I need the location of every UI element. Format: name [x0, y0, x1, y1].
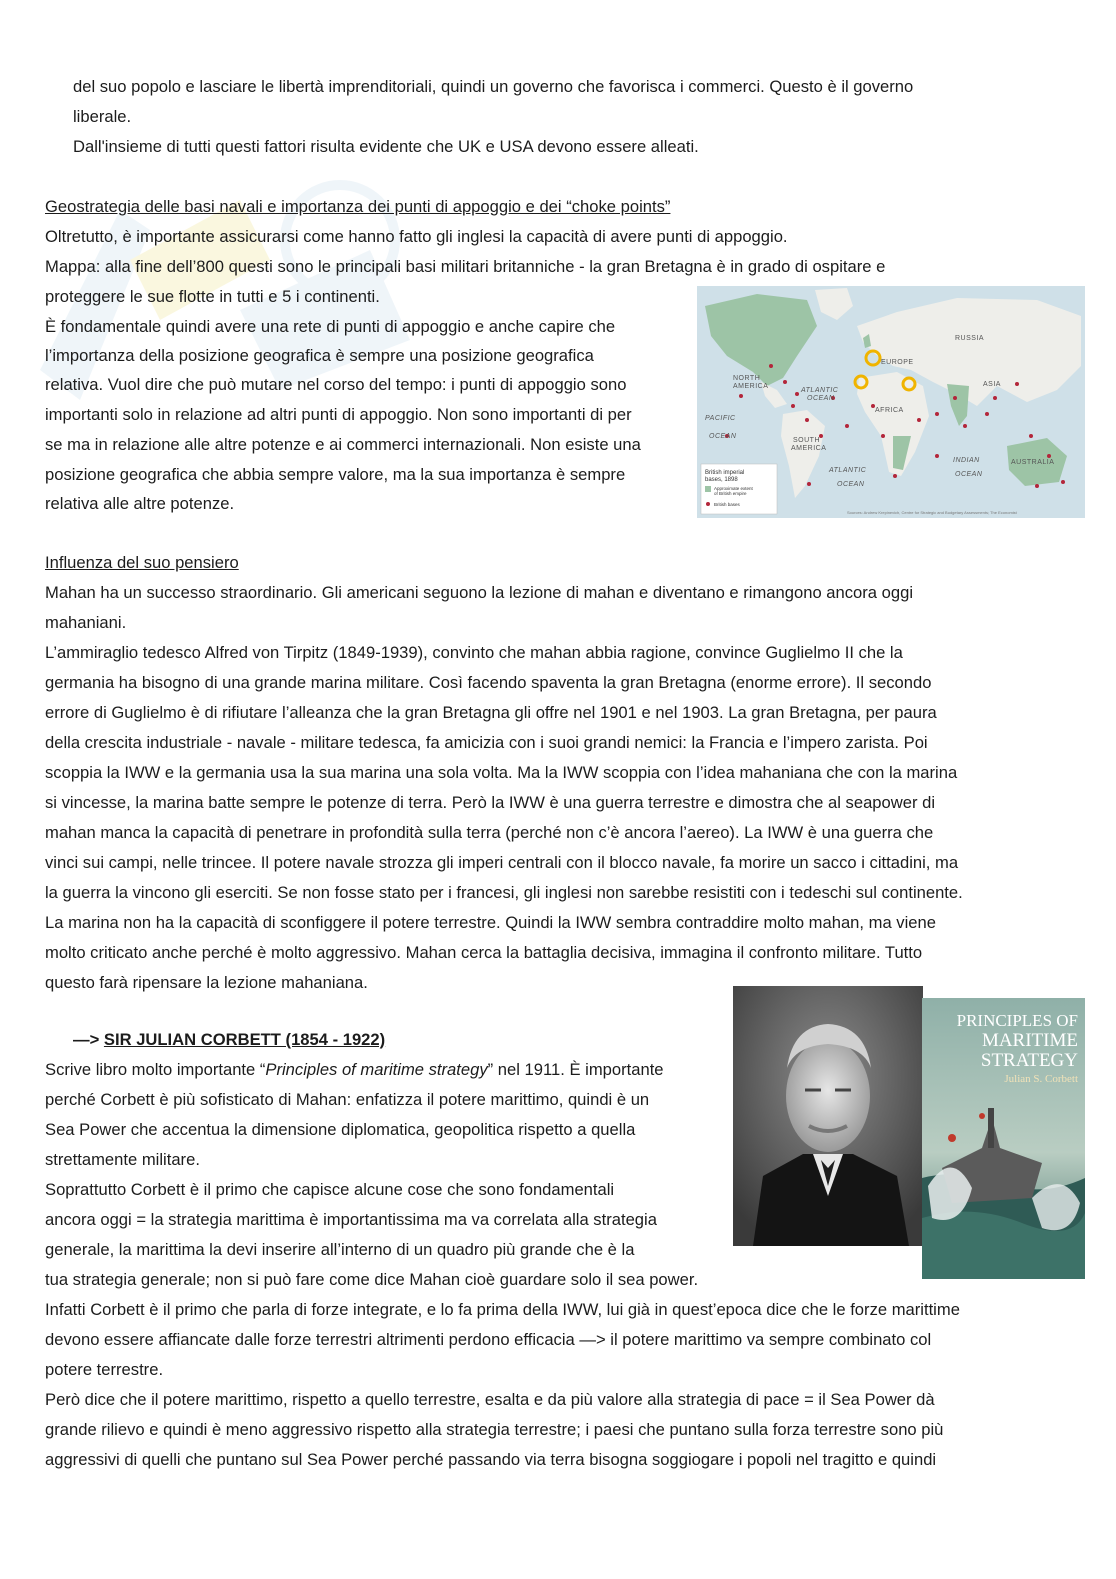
svg-text:MARITIME: MARITIME [981, 1030, 1078, 1051]
map-label: OCEAN [837, 481, 865, 488]
corbett-portrait-photo [733, 986, 923, 1246]
map-label: NORTH [733, 375, 761, 382]
svg-text:of British empire: of British empire [714, 491, 747, 496]
text-line: Scrive libro molto importante “Principles of maritime strategy” nel 1911. È importante [45, 1060, 664, 1079]
text-line: Mappa: alla fine dell’800 questi sono le principali basi militari britanniche - la gran Bretagna è in grado di ospitare e [45, 257, 886, 276]
book-title-italic: Principles of maritime strategy [265, 1060, 488, 1079]
svg-text:British bases: British bases [714, 502, 740, 507]
section-heading-influence: Influenza del suo pensiero [45, 553, 239, 572]
text-line: Però dice che il potere marittimo, rispetto a quello terrestre, esalta e da più valore alla strategia di pace = il Sea Power dà [45, 1390, 935, 1409]
map-label: PACIFIC [705, 415, 736, 422]
svg-text:bases, 1898: bases, 1898 [705, 477, 738, 483]
text-line: relativa. Vuol dire che può mutare nel corso del tempo: i punti di appoggio sono [45, 375, 627, 394]
map-label: OCEAN [807, 395, 835, 402]
map-label: AMERICA [733, 383, 769, 390]
map-label: AUSTRALIA [1011, 459, 1055, 466]
text-line: È fondamentale quindi avere una rete di punti di appoggio e anche capire che [45, 317, 616, 336]
text-line: strettamente militare. [45, 1150, 200, 1169]
section-heading-geostrategy: Geostrategia delle basi navali e importanza dei punti di appoggio e dei “choke points” [45, 197, 671, 216]
text-line: proteggere le sue flotte in tutti e 5 i continenti. [45, 287, 380, 306]
map-label: EUROPE [881, 359, 914, 366]
text-line: grande rilievo e quindi è meno aggressivo rispetto alla strategia terrestre; i paesi che puntano sulla forza terrestre sono più [45, 1420, 944, 1439]
map-source: Sources: Andrew Krepinevich, Centre for Strategic and Budgetary Assessments; The Economist [847, 510, 1017, 515]
british-bases-map [697, 286, 1085, 518]
text-line: l’importanza della posizione geografica è sempre una posizione geografica [45, 346, 594, 365]
text-line: la guerra la vincono gli eserciti. Se non fosse stato per i francesi, gli inglesi non sarebbe resistiti con i tedeschi sul continente. [45, 883, 963, 902]
corbett-heading [73, 1025, 385, 1055]
map-legend-title: British imperial [705, 470, 745, 476]
map-label: SOUTH [793, 437, 820, 444]
text-line: scoppia la IWW e la germania usa la sua marina una sola volta. Ma la IWW scoppia con l’idea mahaniana che con la marina [45, 763, 958, 782]
influence-paragraph [45, 578, 1085, 998]
map-label: RUSSIA [955, 335, 985, 342]
book-cover-principles-of-maritime-strategy [922, 998, 1085, 1279]
text-line: importanti solo in relazione ad altri punti di appoggio. Non sono importanti di per [45, 405, 632, 424]
text-line: Soprattutto Corbett è il primo che capisce alcune cose che sono fondamentali [45, 1180, 615, 1199]
arrow-icon: —> [73, 1030, 100, 1049]
text-line: se ma in relazione alle altre potenze e ai commerci internazionali. Non esiste una [45, 435, 641, 454]
text-line: Oltretutto, è importante assicurarsi come hanno fatto gli inglesi la capacità di avere punti di appoggio. [45, 227, 788, 246]
text-line: ancora oggi = la strategia marittima è importantissima ma va correlata alla strategia [45, 1210, 657, 1229]
text-line: tua strategia generale; non si può fare come dice Mahan cioè guardare solo il sea power. [45, 1270, 699, 1289]
text-line: La marina non ha la capacità di sconfiggere il potere terrestre. Quindi la IWW sembra contraddire molto mahan, ma viene [45, 913, 936, 932]
map-label: OCEAN [955, 471, 983, 478]
text-line: devono essere affiancate dalle forze terrestri altrimenti perdono efficacia —> il potere marittimo va sempre combinato col [45, 1330, 932, 1349]
text-line: Infatti Corbett è il primo che parla di forze integrate, e lo fa prima della IWW, lui già in quest’epoca dice che le forze marittime [45, 1300, 960, 1319]
text-line: Dall'insieme di tutti questi fattori risulta evidente che UK e USA devono essere alleati. [73, 137, 699, 156]
text-line: L’ammiraglio tedesco Alfred von Tirpitz (1849-1939), convinto che mahan abbia ragione, convince Guglielmo II che la [45, 643, 903, 662]
map-label: AFRICA [875, 407, 904, 414]
map-label: ATLANTIC [829, 467, 867, 474]
svg-text:STRATEGY: STRATEGY [980, 1050, 1078, 1071]
map-label: INDIAN [953, 457, 980, 464]
text-line: potere terrestre. [45, 1360, 164, 1379]
text-line: della crescita industriale - navale - militare tedesca, fa amicizia con i suoi grandi nemici: la Francia e l’impero zarista. Poi [45, 733, 928, 752]
text-line: del suo popolo e lasciare le libertà imprenditoriali, quindi un governo che favorisca i commerci. Questo è il governo [73, 77, 914, 96]
text-line: posizione geografica che abbia sempre valore, ma la sua importanza è sempre [45, 465, 626, 484]
svg-text:Approximate extent: Approximate extent [714, 486, 753, 491]
book-title: PRINCIPLES OF [956, 1011, 1078, 1030]
map-label: ATLANTIC [801, 387, 839, 394]
text-line: perché Corbett è più sofisticato di Mahan: enfatizza il potere marittimo, quindi è un [45, 1090, 650, 1109]
map-label: ASIA [983, 381, 1001, 388]
text-line: germania ha bisogno di una grande marina militare. Così facendo spaventa la gran Bretagna (enorme errore). Il secondo [45, 673, 932, 692]
text-line: errore di Guglielmo è di rifiutare l’alleanza che la gran Bretagna gli offre nel 1901 e nel 1903. La gran Bretagna, per paura [45, 703, 937, 722]
text-line: questo farà ripensare la lezione mahaniana. [45, 973, 368, 992]
text-line: si vincesse, la marina batte sempre le potenze di terra. Però la IWW è una guerra terrestre e dimostra che al seapower di [45, 793, 936, 812]
text-line: mahaniani. [45, 613, 127, 632]
book-author: Julian S. Corbett [1004, 1073, 1078, 1085]
map-label: AMERICA [791, 445, 827, 452]
map-label: OCEAN [709, 433, 737, 440]
corbett-heading-text: SIR JULIAN CORBETT (1854 - 1922) [103, 1030, 386, 1049]
text-line: mahan manca la capacità di penetrare in profondità sulla terra (perché non c’è ancora l’aereo). La IWW è una guerra che [45, 823, 934, 842]
text-line: Sea Power che accentua la dimensione diplomatica, geopolitica rispetto a quella [45, 1120, 636, 1139]
text-line: Mahan ha un successo straordinario. Gli americani seguono la lezione di mahan e diventano e rimangono ancora oggi [45, 583, 914, 602]
text-line: molto criticato anche perché è molto aggressivo. Mahan cerca la battaglia decisiva, immagina il confronto militare. Tutto [45, 943, 923, 962]
text-line: aggressivi di quelli che puntano sul Sea Power perché passando via terra bisogna soggiogare i popoli nel tragitto e quindi [45, 1450, 937, 1469]
text-line: vinci sui campi, nelle trincee. Il potere navale strozza gli imperi centrali con il blocco navale, fa morire un sacco i cittadini, ma [45, 853, 959, 872]
text-line: liberale. [73, 107, 132, 126]
text-line: generale, la marittima la devi inserire all’interno di un quadro più grande che è la [45, 1240, 635, 1259]
text-line: relativa alle altre potenze. [45, 494, 235, 513]
